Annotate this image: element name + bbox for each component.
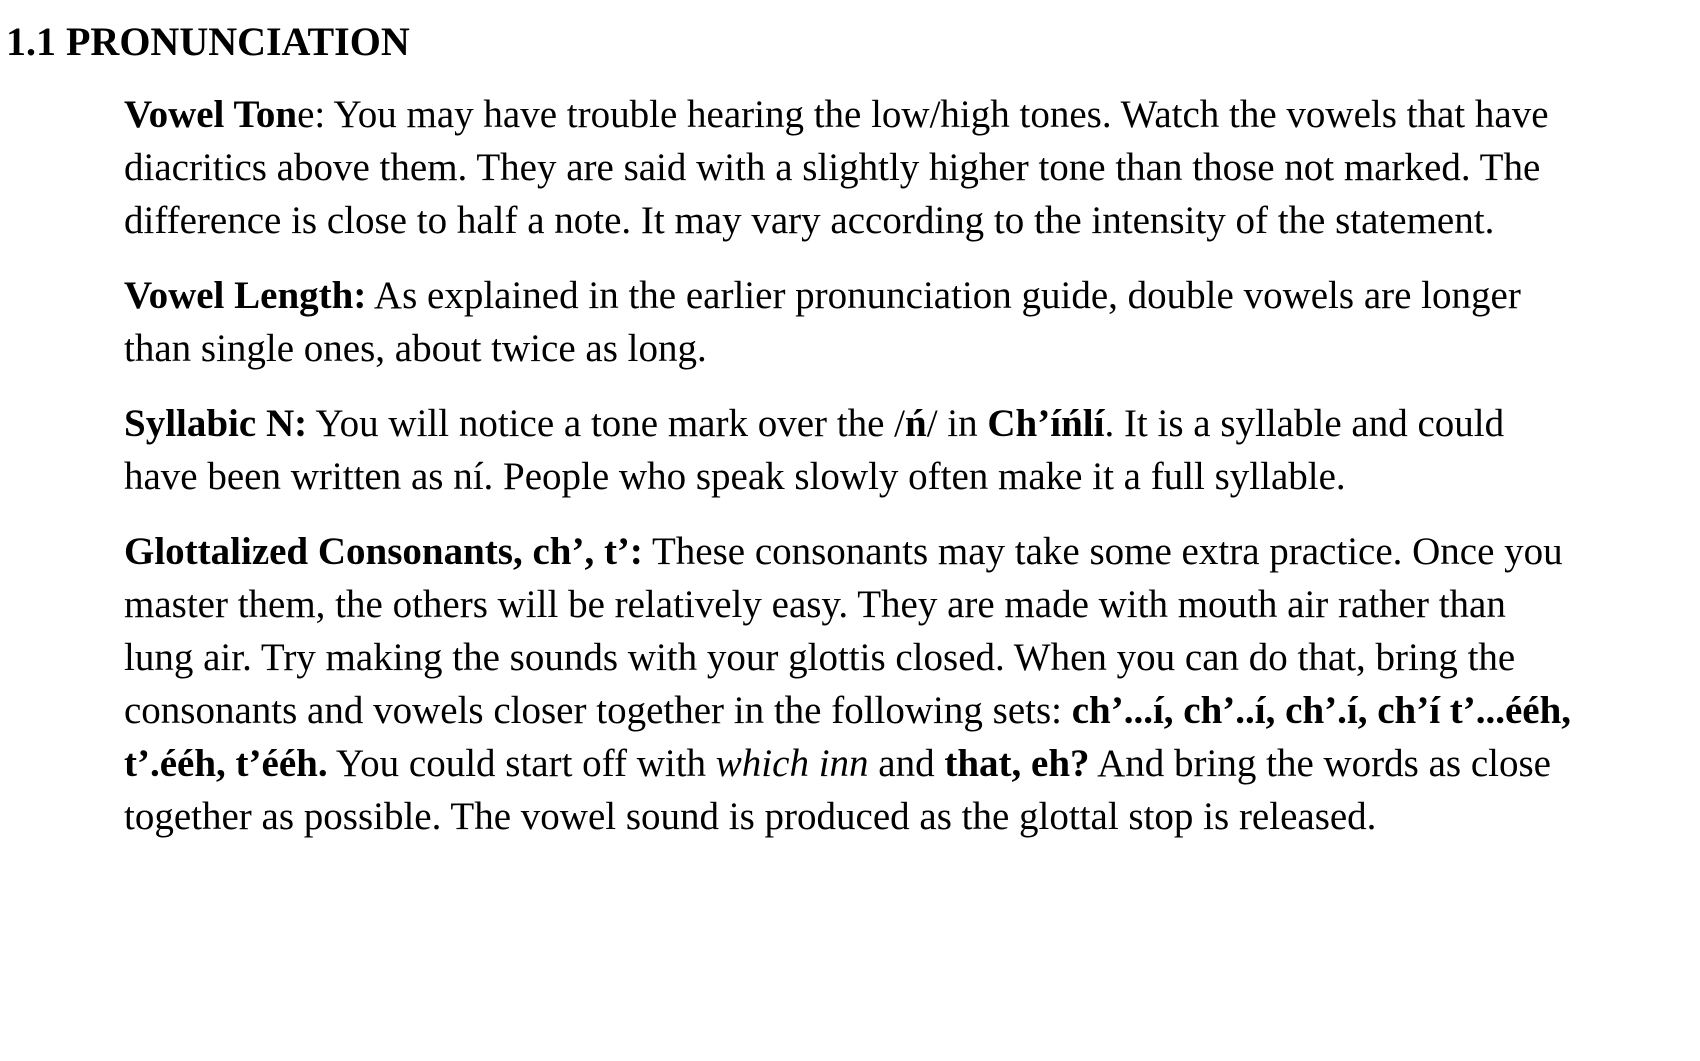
glottalized-example-bold: that, eh? (944, 742, 1090, 785)
glottalized-text-3: and (868, 742, 945, 785)
syllabic-n-word: Ch’íńlí (987, 402, 1105, 445)
glottalized-example-italic: which inn (715, 742, 869, 785)
paragraph-vowel-length (124, 269, 1574, 375)
syllabic-n-letter: ń (905, 402, 927, 445)
glottalized-text-2: You could start off with (327, 742, 716, 785)
glottalized-practice-sets: ch’...í, ch’..í, ch’.í, ch’í t’...ééh, t’.ééh, t’ééh. (124, 689, 1572, 785)
syllabic-n-label: Syllabic N: (124, 402, 308, 445)
syllabic-n-text-3: . It is a syllable and could have been written as ní. People who speak slowly often make it a full syllable. (124, 402, 1505, 498)
paragraph-glottalized-consonants (124, 525, 1574, 843)
pronunciation-content (124, 88, 1574, 865)
glottalized-label: Glottalized Consonants, ch’, t’: (124, 530, 643, 573)
section-title: 1.1 PRONUNCIATION (6, 19, 410, 64)
vowel-tone-text: : You may have trouble hearing the low/high tones. Watch the vowels that have diacritics above them. They are said with a slightly higher tone than those not marked. The difference is close to half a note. It may vary according to the intensity of the statement. (124, 93, 1549, 242)
vowel-length-text: As explained in the earlier pronunciation guide, double vowels are longer than single ones, about twice as long. (124, 274, 1521, 370)
syllabic-n-text-1: You will notice a tone mark over the / (307, 402, 906, 445)
vowel-tone-label: Vowel Ton (124, 93, 298, 136)
glottalized-text-1: These consonants may take some extra practice. Once you master them, the others will be relatively easy. They are made with mouth air rather than lung air. Try making the sounds with your glottis closed. When you can do that, bring the consonants and vowels closer together in the following sets: (124, 530, 1563, 732)
vowel-length-label: Vowel Length: (124, 274, 367, 317)
paragraph-vowel-tone (124, 88, 1574, 247)
paragraph-syllabic-n (124, 397, 1574, 503)
vowel-tone-label-rest: e (297, 93, 315, 136)
syllabic-n-text-2: / in (926, 402, 988, 445)
glottalized-text-4: And bring the words as close together as possible. The vowel sound is produced as the glottal stop is released. (124, 742, 1551, 838)
